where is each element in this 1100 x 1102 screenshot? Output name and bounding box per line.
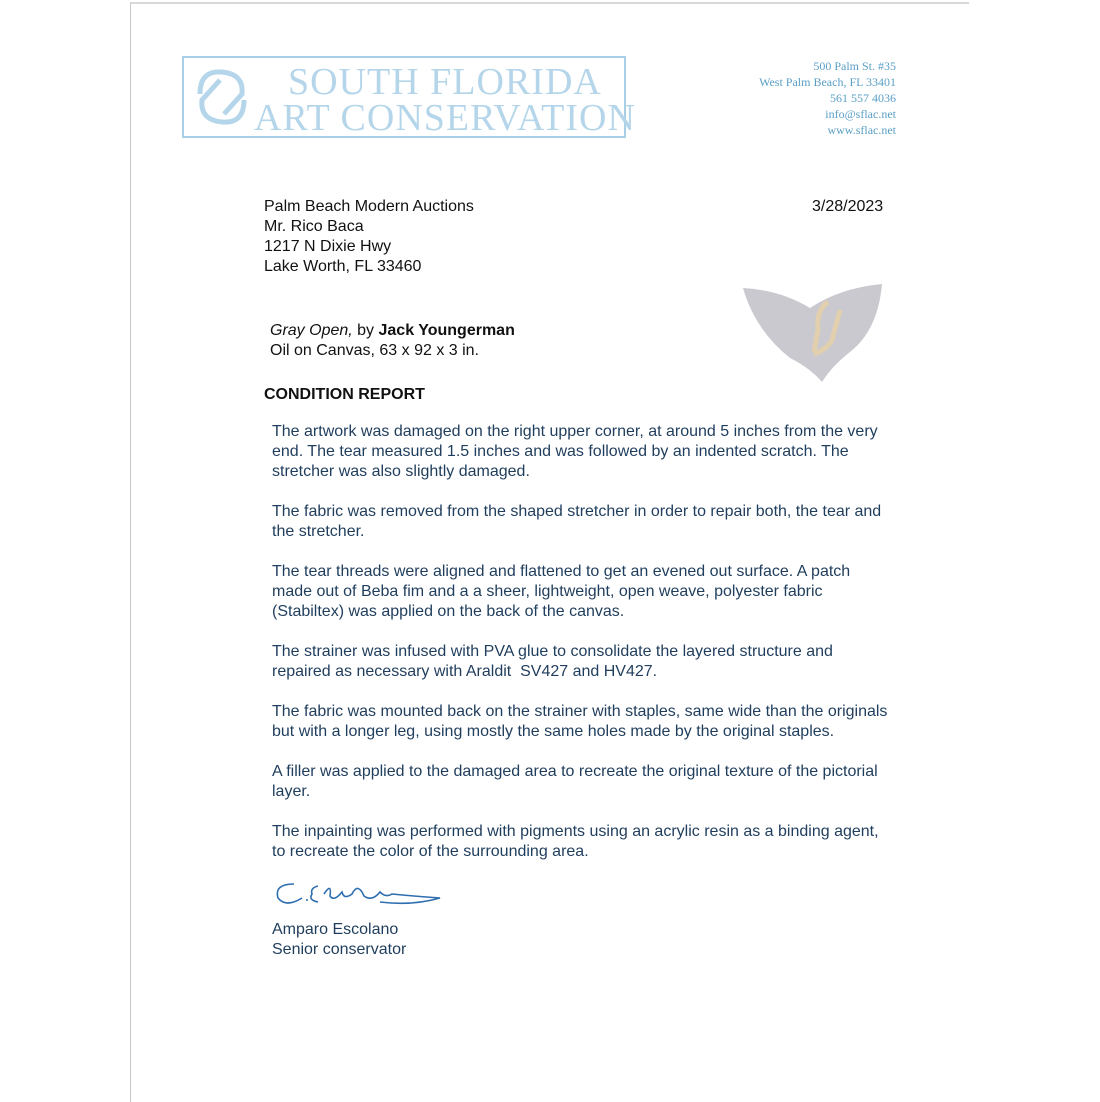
address-city: West Palm Beach, FL 33401 xyxy=(759,75,896,89)
recipient-line: Palm Beach Modern Auctions xyxy=(264,198,474,215)
signature-block xyxy=(272,920,406,960)
text-line: A filler was applied to the damaged area to recreate the original texture of the pictorial xyxy=(272,763,878,780)
text-line: layer. xyxy=(272,783,311,800)
page xyxy=(130,2,969,1102)
text-line: The tear threads were aligned and flattened to get an evened out surface. A patch xyxy=(272,563,851,580)
text-line: the stretcher. xyxy=(272,523,365,540)
text-line: to recreate the color of the surrounding area. xyxy=(272,843,589,860)
handwritten-signature xyxy=(272,872,447,912)
report-heading: CONDITION REPORT xyxy=(264,386,425,403)
logo-line-1: SOUTH FLORIDA xyxy=(288,61,602,103)
address-phone: 561 557 4036 xyxy=(830,91,896,105)
knot-logo-icon xyxy=(190,64,254,130)
logo-line-2: ART CONSERVATION xyxy=(254,97,636,139)
text-line: repaired as necessary with Araldit SV427 and HV427. xyxy=(272,663,658,680)
text-line: The artwork was damaged on the right upper corner, at around 5 inches from the very xyxy=(272,423,878,440)
artwork-artist: Jack Youngerman xyxy=(378,322,515,339)
report-paragraph xyxy=(272,502,881,542)
report-paragraph xyxy=(272,762,878,802)
company-logo xyxy=(182,56,636,139)
text-line: The inpainting was performed with pigments using an acrylic resin as a binding agent, xyxy=(272,823,879,840)
signer-title: Senior conservator xyxy=(272,941,407,958)
report-paragraph xyxy=(272,422,878,482)
letter-date: 3/28/2023 xyxy=(812,198,884,215)
recipient-line: Lake Worth, FL 33460 xyxy=(264,258,422,275)
text-line: The fabric was mounted back on the strainer with staples, same wide than the originals xyxy=(272,703,888,720)
address-email: info@sflac.net xyxy=(825,107,896,121)
report-paragraph xyxy=(272,642,833,682)
report-paragraph xyxy=(272,562,850,622)
letterhead-address xyxy=(759,58,896,138)
recipient-block xyxy=(264,197,474,277)
text-line: stretcher was also slightly damaged. xyxy=(272,463,530,480)
artwork-info xyxy=(270,321,515,361)
signer-name: Amparo Escolano xyxy=(272,921,399,938)
artwork-by: by xyxy=(352,322,379,339)
artwork-medium: Oil on Canvas, 63 x 92 x 3 in. xyxy=(270,342,479,359)
text-line: The fabric was removed from the shaped stretcher in order to repair both, the tear and xyxy=(272,503,882,520)
text-line: The strainer was infused with PVA glue to consolidate the layered structure and xyxy=(272,643,833,660)
text-line: (Stabiltex) was applied on the back of the canvas. xyxy=(272,603,625,620)
report-paragraph xyxy=(272,822,879,862)
recipient-line: Mr. Rico Baca xyxy=(264,218,364,235)
recipient-line: 1217 N Dixie Hwy xyxy=(264,238,392,255)
report-paragraph xyxy=(272,702,887,742)
text-line: but with a longer leg, using mostly the same holes made by the original staples. xyxy=(272,723,835,740)
text-line: end. The tear measured 1.5 inches and was followed by an indented scratch. The xyxy=(272,443,849,460)
artwork-thumbnail-image xyxy=(740,280,885,385)
address-website: www.sflac.net xyxy=(827,123,896,137)
address-street: 500 Palm St. #35 xyxy=(813,59,896,73)
text-line: made out of Beba fim and a a sheer, lightweight, open weave, polyester fabric xyxy=(272,583,823,600)
artwork-title: Gray Open, xyxy=(270,322,353,339)
